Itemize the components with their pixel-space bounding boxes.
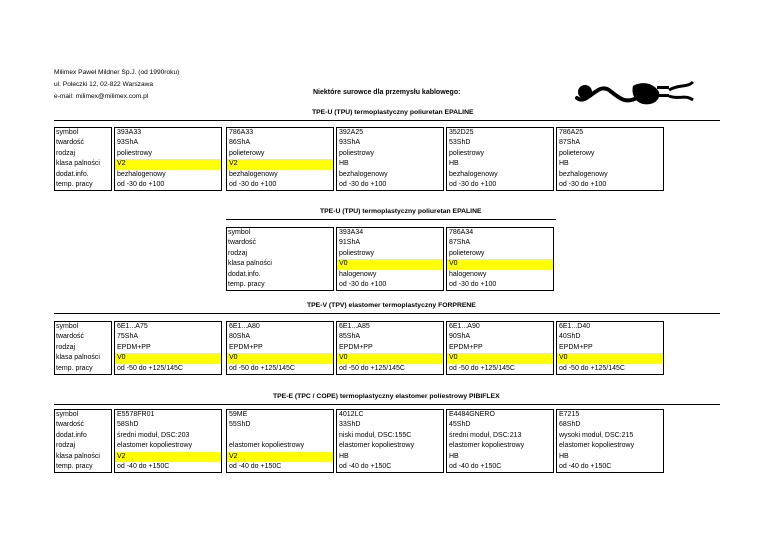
section-title: TPE-E (TPC / COPE) termoplastyczny elastomer poliestrowy PIBIFLEX <box>273 393 500 400</box>
row-label: temp. pracy <box>228 281 265 288</box>
material-property: od -40 do +150C <box>117 463 170 470</box>
material-property: EPDM+PP <box>117 343 151 351</box>
material-property: niski moduł, DSC:155C <box>339 431 412 439</box>
material-property: od -30 do +100 <box>117 181 165 188</box>
cable-plug-logo-icon <box>575 76 695 108</box>
material-symbol: 392A25 <box>339 129 364 136</box>
material-property: 87ShA <box>559 139 581 147</box>
material-property: HB <box>559 452 569 460</box>
material-property: 91ShA <box>339 239 361 247</box>
material-symbol: 352D25 <box>449 129 474 136</box>
material-symbol: 6E1...D40 <box>559 323 591 330</box>
row-label: temp. pracy <box>56 364 93 372</box>
row-label: rodzaj <box>56 343 76 351</box>
material-property: średni moduł, DSC:203 <box>117 431 190 439</box>
material-property: V2 <box>227 159 333 169</box>
material-property: od -30 do +100 <box>229 181 277 188</box>
material-property: 86ShA <box>229 139 251 147</box>
material-property: polieterowy <box>449 249 485 257</box>
material-property: 87ShA <box>449 239 471 247</box>
material-property: HB <box>339 160 349 168</box>
row-label: temp. pracy <box>56 181 93 188</box>
page-heading: Niektóre surowce dla przemysłu kablowego: <box>313 89 461 96</box>
material-property: 93ShA <box>117 139 139 147</box>
row-label: klasa palności <box>228 260 272 268</box>
material-property: halogenowy <box>449 270 487 278</box>
material-property: od -30 do +100 <box>449 281 497 288</box>
material-property: halogenowy <box>339 270 377 278</box>
material-property: od -50 do +125/145C <box>339 364 405 372</box>
material-symbol: 786A25 <box>559 129 584 136</box>
material-property: 40ShD <box>559 333 581 341</box>
material-property: od -40 do +150C <box>559 463 612 470</box>
row-label: symbol <box>56 129 79 136</box>
row-label: rodzaj <box>56 149 76 157</box>
section-divider <box>54 313 720 314</box>
material-symbol: 6E1...A85 <box>339 323 370 330</box>
material-symbol: 6E1...A90 <box>449 323 480 330</box>
material-property: elastomer kopoliestrowy <box>117 442 193 450</box>
company-address: ul. Poleczki 12, 02-822 Warszawa <box>54 81 154 88</box>
row-label: twardość <box>56 333 85 341</box>
material-property: EPDM+PP <box>229 343 263 351</box>
row-label: twardość <box>228 239 257 247</box>
material-property: poliestrowy <box>339 249 375 257</box>
material-property: 68ShD <box>559 421 581 429</box>
row-label: klasa palności <box>56 354 100 362</box>
material-property: HB <box>339 452 349 460</box>
row-label: dodat.info <box>56 431 87 439</box>
section-title: TPE-U (TPU) termoplastyczny poliuretan EPALINE <box>312 109 474 116</box>
material-property: V0 <box>337 259 443 269</box>
material-symbol: E5578FR01 <box>117 411 155 418</box>
section-divider <box>54 404 720 405</box>
section-divider <box>54 120 720 121</box>
material-symbol: 393A33 <box>117 129 142 136</box>
material-property: bezhalogenowy <box>449 170 498 178</box>
material-property: 90ShA <box>449 333 471 341</box>
material-property: V2 <box>115 159 221 169</box>
material-property: V2 <box>115 452 221 462</box>
row-label: symbol <box>56 411 79 418</box>
material-property: średni moduł, DSC:213 <box>449 431 522 439</box>
material-symbol: 6E1...A80 <box>229 323 260 330</box>
section-divider <box>226 219 556 220</box>
row-label: temp. pracy <box>56 463 93 470</box>
material-property: V2 <box>227 452 333 462</box>
material-property: od -40 do +150C <box>229 463 282 470</box>
row-label: twardość <box>56 421 85 429</box>
material-symbol: 4012LC <box>339 411 364 418</box>
material-property: V0 <box>447 353 553 363</box>
row-label: dodat.info. <box>56 170 89 178</box>
material-property: 93ShA <box>339 139 361 147</box>
material-symbol: 786A34 <box>449 229 474 236</box>
section-title: TPE-U (TPU) termoplastyczny poliuretan EPALINE <box>320 208 482 215</box>
material-symbol: 6E1...A75 <box>117 323 148 330</box>
material-property: V0 <box>227 353 333 363</box>
material-property: bezhalogenowy <box>559 170 608 178</box>
material-property: elastomer kopoliestrowy <box>339 442 415 450</box>
material-property: bezhalogenowy <box>117 170 166 178</box>
row-label: rodzaj <box>56 442 76 450</box>
material-property: od -50 do +125/145C <box>117 364 183 372</box>
material-property: od -30 do +100 <box>339 181 387 188</box>
material-property: EPDM+PP <box>559 343 593 351</box>
material-property: EPDM+PP <box>339 343 373 351</box>
material-property: 45ShD <box>449 421 471 429</box>
material-property: elastomer kopoliestrowy <box>559 442 635 450</box>
material-property: od -30 do +100 <box>449 181 497 188</box>
material-property: polieterowy <box>559 149 595 157</box>
material-property: od -50 do +125/145C <box>559 364 625 372</box>
material-property <box>227 431 333 441</box>
material-property: 53ShD <box>449 139 471 147</box>
material-property: V0 <box>447 259 553 269</box>
row-label: dodat.info. <box>228 270 261 278</box>
material-symbol: 393A34 <box>339 229 364 236</box>
material-property: od -30 do +100 <box>339 281 387 288</box>
row-label: klasa palności <box>56 160 100 168</box>
material-symbol: E4484GNERO <box>449 411 495 418</box>
material-symbol: 786A33 <box>229 129 254 136</box>
company-email: e-mail: milimex@milimex.com.pl <box>54 93 149 100</box>
material-property: 75ShA <box>117 333 139 341</box>
material-property: poliestrowy <box>117 149 153 157</box>
material-property: 80ShA <box>229 333 251 341</box>
row-label: klasa palności <box>56 452 100 460</box>
material-symbol: E7215 <box>559 411 580 418</box>
material-property: V0 <box>337 353 443 363</box>
row-label: symbol <box>56 323 79 330</box>
section-title: TPE-V (TPV) elastomer termoplastyczny FORPRENE <box>307 302 476 309</box>
material-property: wysoki moduł, DSC:215 <box>559 431 634 439</box>
material-property: EPDM+PP <box>449 343 483 351</box>
material-property: HB <box>449 160 459 168</box>
row-label: twardość <box>56 139 85 147</box>
material-property: poliestrowy <box>339 149 375 157</box>
material-property: V0 <box>115 353 221 363</box>
material-property: od -50 do +125/145C <box>449 364 515 372</box>
row-label: rodzaj <box>228 249 248 257</box>
material-property: poliestrowy <box>449 149 485 157</box>
material-property: polieterowy <box>229 149 265 157</box>
material-property: elastomer kopoliestrowy <box>229 442 305 450</box>
material-property: elastomer kopoliestrowy <box>449 442 525 450</box>
row-label: symbol <box>228 229 251 236</box>
material-property: bezhalogenowy <box>339 170 388 178</box>
material-property: V0 <box>557 353 663 363</box>
material-property: 85ShA <box>339 333 361 341</box>
material-property: 55ShD <box>229 421 251 429</box>
material-property: od -40 do +150C <box>449 463 502 470</box>
material-property: bezhalogenowy <box>229 170 278 178</box>
company-name: Milimex Paweł Mildner Sp.J. (od 1990roku) <box>54 69 180 76</box>
material-property: 58ShD <box>117 421 139 429</box>
material-property: od -30 do +100 <box>559 181 607 188</box>
material-symbol: 59ME <box>229 411 248 418</box>
material-property: HB <box>449 452 459 460</box>
material-property: od -50 do +125/145C <box>229 364 295 372</box>
material-property: HB <box>559 160 569 168</box>
material-property: 33ShD <box>339 421 361 429</box>
material-property: od -40 do +150C <box>339 463 392 470</box>
